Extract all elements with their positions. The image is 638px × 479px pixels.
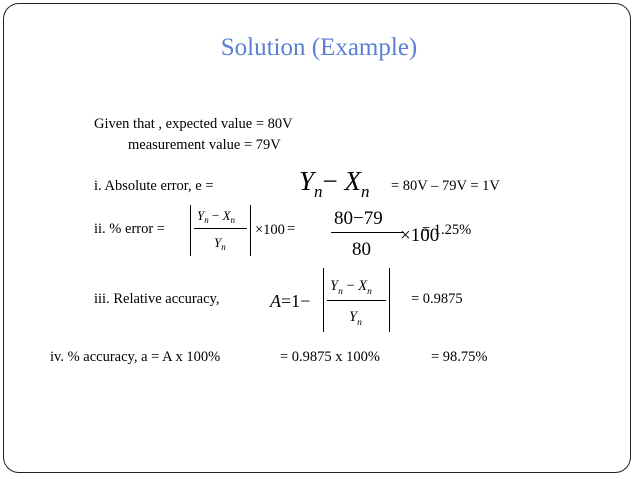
step3-eq-one-minus: =1−: [281, 291, 311, 311]
step3-label: iii. Relative accuracy,: [94, 291, 220, 307]
step2-label: ii. % error =: [94, 221, 165, 237]
step3-lhs: [270, 292, 310, 310]
step1-Y: Y: [299, 166, 315, 196]
step1-formula: [299, 168, 370, 200]
step3-A: A: [270, 291, 281, 311]
step1-minus: −: [322, 166, 338, 196]
step2-equals: =: [287, 221, 296, 237]
step3-fraction-bar: [327, 300, 386, 301]
step2-num-Y: Y: [197, 208, 205, 223]
step4-result: = 98.75%: [431, 349, 488, 365]
step3-abs-left: [323, 268, 324, 332]
step2-den-sub: n: [221, 242, 226, 252]
step1-result: = 80V – 79V = 1V: [391, 178, 500, 194]
step2-abs-right: [250, 205, 251, 256]
step2-denominator: [214, 236, 226, 252]
step2-num-minus: −: [211, 208, 220, 223]
step1-sub-x: n: [361, 182, 370, 201]
step3-num-Y: Y: [330, 278, 339, 294]
step2-result: = 1.25%: [422, 222, 472, 238]
given-measured: measurement value = 79V: [128, 137, 281, 153]
step1-label: i. Absolute error, e =: [94, 178, 214, 194]
slide-frame: [3, 3, 631, 473]
step2-fraction-bar: [194, 228, 247, 229]
step3-num-sub2: n: [367, 287, 372, 297]
step4-mid: = 0.9875 x 100%: [280, 349, 381, 365]
slide-title: Solution (Example): [220, 34, 418, 61]
given-expected: Given that , expected value = 80V: [94, 116, 293, 132]
step2-times100: ×100: [255, 222, 285, 238]
step2-num-sub: n: [204, 215, 209, 225]
step2-fraction-bar-2: [331, 232, 404, 233]
step2-times100-b: ×100: [400, 225, 440, 246]
step3-den-sub: n: [357, 318, 362, 328]
step3-result: = 0.9875: [411, 291, 463, 307]
step3-num-minus: −: [342, 278, 359, 294]
step2-abs-left: [190, 205, 191, 256]
step2-den-value: 80: [352, 239, 371, 260]
step3-den-Y: Y: [349, 309, 358, 325]
step3-num-sub: n: [338, 287, 343, 297]
step2-numerator: [197, 209, 235, 225]
step1-X: X: [344, 166, 362, 196]
step2-num-sub2: n: [230, 215, 236, 225]
step2-num-expr: 80−79: [334, 208, 383, 229]
step3-num-X: X: [358, 278, 368, 294]
step3-denominator: [349, 310, 362, 329]
step1-sub-y: n: [314, 182, 323, 201]
step3-numerator: [330, 279, 372, 298]
step2-den-Y: Y: [214, 235, 222, 250]
step4-label: iv. % accuracy, a = A x 100%: [50, 349, 221, 365]
step3-abs-right: [389, 268, 390, 332]
step2-num-X: X: [222, 208, 231, 223]
